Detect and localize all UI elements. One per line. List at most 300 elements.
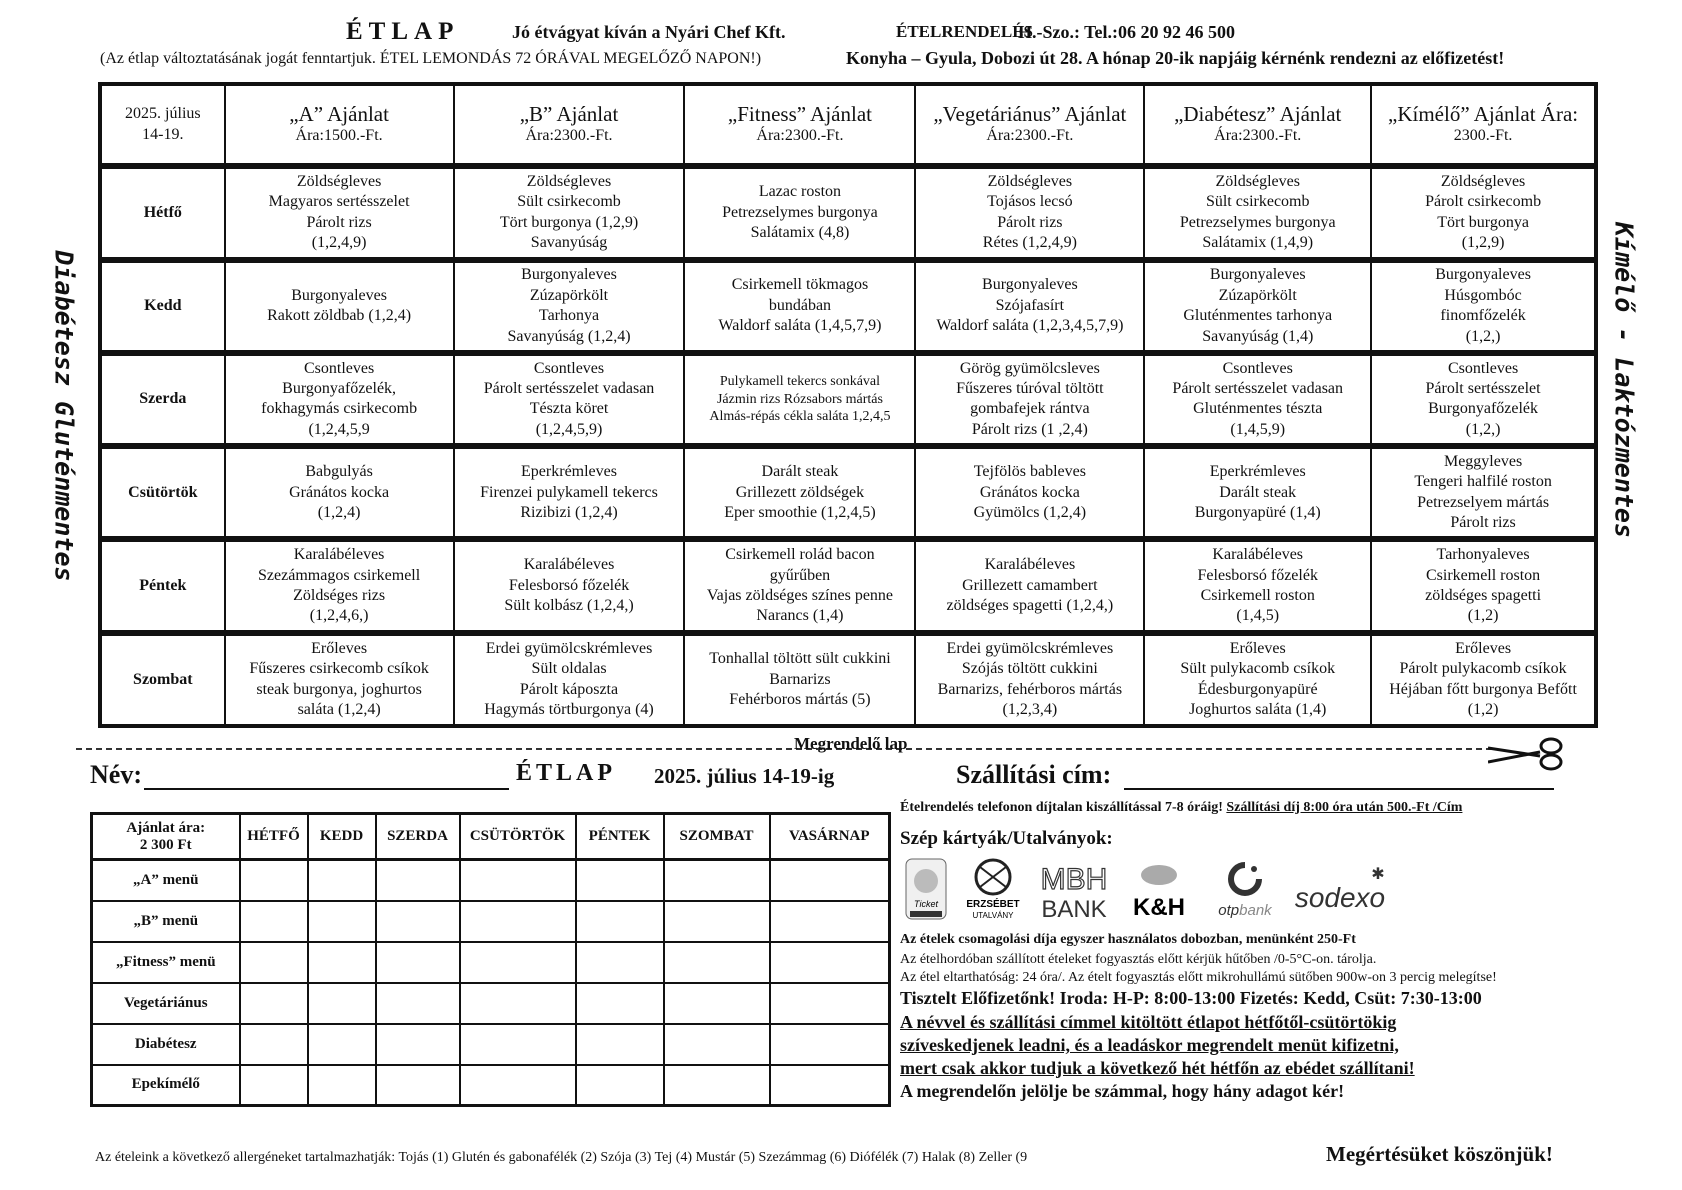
plan-header-gentle [1371, 84, 1596, 166]
plan-header-vegetarian [915, 84, 1144, 166]
dish-line: Petrezselymes burgonya [722, 203, 878, 221]
svg-text:Ticket: Ticket [914, 899, 938, 909]
dish-line: Párolt rizs [997, 213, 1063, 231]
thanks-note: Megértésüket köszönjük! [1326, 1142, 1553, 1166]
menu-cell [1371, 353, 1596, 446]
dish-line: Zöldségleves [987, 172, 1073, 190]
order-form-date: 2025. július 14-19-ig [654, 764, 835, 788]
order-quantity-cell[interactable] [308, 983, 376, 1024]
order-quantity-cell[interactable] [240, 1024, 308, 1065]
page-title: ÉTLAP [346, 18, 460, 45]
order-grid-row [92, 901, 890, 942]
dish-line: (1,4,5,9) [1230, 420, 1286, 438]
menu-date-line: 2025. július [125, 105, 201, 123]
dish-line: (1,2,4,5,9) [535, 420, 603, 438]
menu-cell [684, 539, 915, 632]
order-quantity-cell[interactable] [376, 860, 460, 901]
address-label: Szállítási cím: [956, 760, 1112, 789]
dish-line: Babgulyás [305, 463, 373, 481]
dish-line: Szójás töltött cukkini [961, 660, 1098, 678]
day-header: SZOMBAT [664, 814, 770, 860]
dish-line: Zöldségleves [296, 172, 382, 190]
dish-line: Görög gyümölcsleves [959, 359, 1100, 377]
dish-line: Csontleves [533, 359, 605, 377]
dish-line: Gyümölcs (1,2,4) [973, 503, 1087, 521]
order-quantity-cell[interactable] [308, 901, 376, 942]
day-name: Péntek [100, 539, 225, 632]
mbh-logo-icon [1036, 857, 1112, 921]
dish-line: Petrezselyem mártás [1417, 493, 1550, 511]
dish-line: Erőleves [1229, 639, 1286, 657]
dish-line: Karalábéleves [523, 556, 615, 574]
menu-cell [684, 166, 915, 259]
dish-line: Tejfölös bableves [973, 463, 1086, 481]
dish-line: Eper smoothie (1,2,4,5) [724, 503, 876, 521]
dish-line: Húsgombóc [1444, 286, 1522, 304]
order-quantity-cell[interactable] [576, 860, 664, 901]
name-field[interactable] [144, 788, 509, 790]
plan-price: Ára:2300.-Ft. [986, 126, 1074, 144]
dish-line: Fűszeres túróval töltött [956, 379, 1104, 397]
dish-line: Zöldségleves [526, 172, 612, 190]
dish-line: Petrezselymes burgonya [1179, 213, 1336, 231]
side-label-right: Kímélő - Laktózmentes [1609, 221, 1639, 539]
menu-cell [1144, 539, 1371, 632]
plan-name: „Diabétesz” Ajánlat [1174, 101, 1342, 126]
svg-text:UTALVÁNY: UTALVÁNY [972, 911, 1014, 920]
order-quantity-cell[interactable] [240, 901, 308, 942]
ticket-logo-icon [904, 857, 948, 921]
menu-cell [684, 446, 915, 539]
order-row-label: „A” menü [92, 860, 240, 901]
order-quantity-cell[interactable] [576, 1024, 664, 1065]
order-quantity-cell[interactable] [664, 901, 770, 942]
dish-line: Sült oldalas [531, 660, 607, 678]
dish-line: gyűrűben [769, 566, 831, 584]
dish-line: (1,2,4) [317, 503, 361, 521]
dish-line: Burgonyafőzelék [1428, 400, 1539, 418]
day-name: Hétfő [100, 166, 225, 259]
order-row-label: Diabétesz [92, 1024, 240, 1065]
sodexo-logo-icon [1290, 857, 1390, 921]
dish-line: Burgonyapüré (1,4) [1194, 503, 1321, 521]
weekly-menu-table [98, 82, 1598, 728]
order-grid [90, 812, 891, 1107]
menu-day-row [100, 446, 1596, 539]
dish-line: Tarhonya [538, 307, 600, 325]
order-quantity-cell[interactable] [770, 983, 890, 1024]
order-quantity-cell[interactable] [240, 983, 308, 1024]
menu-cell [454, 446, 685, 539]
dish-line: Erőleves [311, 639, 368, 657]
order-quantity-cell[interactable] [460, 901, 576, 942]
dish-line: Joghurtos saláta (1,4) [1189, 701, 1327, 719]
instruction-line: szíveskedjenek leadni, és a leadáskor megrendelt menüt kifizetni, [900, 1035, 1399, 1055]
plan-header-diabetes [1144, 84, 1371, 166]
dish-line: Párolt sertésszelet [1425, 379, 1541, 397]
sodexo-logo [1290, 857, 1390, 926]
dish-line: Tengeri halfilé roston [1414, 473, 1552, 491]
dish-line: Sült pulykacomb csíkok [1180, 660, 1336, 678]
order-quantity-cell[interactable] [460, 1024, 576, 1065]
order-quantity-cell[interactable] [376, 983, 460, 1024]
order-quantity-cell[interactable] [664, 942, 770, 983]
menu-cell [915, 353, 1144, 446]
order-label: ÉTELRENDELÉS [896, 22, 1033, 41]
order-quantity-cell[interactable] [460, 860, 576, 901]
order-quantity-cell[interactable] [240, 942, 308, 983]
plan-price: Ára:2300.-Ft. [1214, 126, 1302, 144]
dish-line: (1,2) [1467, 701, 1499, 719]
menu-cell [1371, 633, 1596, 726]
dish-line: Párolt rizs [1450, 514, 1516, 532]
dish-line: Szójafasírt [995, 296, 1065, 314]
order-grid-header [92, 814, 890, 860]
day-header: HÉTFŐ [240, 814, 308, 860]
menu-body [100, 166, 1596, 726]
dish-line: fokhagymás csirkecomb [261, 400, 418, 418]
storage-note: Az ételhordóban szállított ételeket fogyasztás előtt kérjük hűtőben /0-5°C-on. tárolja. [900, 952, 1377, 967]
menu-day-row [100, 166, 1596, 259]
order-quantity-cell[interactable] [308, 1024, 376, 1065]
day-header: VASÁRNAP [770, 814, 890, 860]
dish-line: Zöldségleves [1215, 172, 1300, 190]
dish-line: Vajas zöldséges színes penne [706, 587, 894, 605]
order-quantity-cell[interactable] [460, 1065, 576, 1106]
menu-cell [684, 353, 915, 446]
svg-text:K&H: K&H [1133, 894, 1185, 921]
dish-line: Savanyúság [530, 234, 608, 252]
day-header: KEDD [308, 814, 376, 860]
menu-cell [684, 260, 915, 353]
menu-date-cell [100, 84, 225, 166]
dish-line: Magyaros sertésszelet [268, 193, 410, 211]
dish-line: bundában [768, 296, 832, 314]
dish-line: Sült kolbász (1,2,4,) [504, 597, 634, 615]
day-name: Szombat [100, 633, 225, 726]
menu-cell [915, 166, 1144, 259]
menu-cell [454, 260, 685, 353]
plan-header-a [225, 84, 454, 166]
dish-line: Tört burgonya [1437, 213, 1529, 231]
menu-day-row [100, 633, 1596, 726]
erzsebet-logo [960, 857, 1026, 926]
dish-line: Karalábéleves [293, 546, 385, 564]
order-quantity-cell[interactable] [770, 1024, 890, 1065]
dish-line: Erdei gyümölcskrémleves [485, 639, 653, 657]
plan-header-fitness [684, 84, 915, 166]
menu-cell [225, 446, 454, 539]
ticket-restaurant-logo [904, 857, 948, 926]
dish-line: Rizibizi (1,2,4) [520, 503, 618, 521]
dish-line: saláta (1,2,4) [297, 701, 381, 719]
order-quantity-cell[interactable] [240, 1065, 308, 1106]
menu-cell [454, 166, 685, 259]
order-quantity-cell[interactable] [664, 1024, 770, 1065]
dish-line: Rakott zöldbab (1,2,4) [267, 307, 412, 325]
order-quantity-cell[interactable] [770, 860, 890, 901]
dish-line: Grillezett zöldségek [735, 483, 865, 501]
dish-line: Párolt rizs [306, 213, 372, 231]
order-row-label: Vegetáriánus [92, 983, 240, 1024]
menu-date-line: 14-19. [142, 125, 184, 143]
price-header-line: Ajánlat ára: [126, 819, 206, 836]
order-grid-row [92, 983, 890, 1024]
otpbank-logo [1210, 857, 1280, 926]
instruction-line: A névvel és szállítási címmel kitöltött étlapot hétfőtől-csütörtökig [900, 1012, 1397, 1032]
menu-cell [1371, 539, 1596, 632]
dish-line: Párolt rizs (1 ,2,4) [971, 420, 1088, 438]
menu-cell [454, 353, 685, 446]
dish-line: Karalábéleves [1212, 546, 1304, 564]
plan-name: „Kímélő” Ajánlat Ára: [1388, 101, 1579, 126]
dish-line: Savanyúság (1,2,4) [507, 327, 631, 345]
instruction-line: mert csak akkor tudjuk a következő hét hétfőn az ebédet szállítani! [900, 1058, 1415, 1078]
dish-line: zöldséges spagetti (1,2,4,) [946, 597, 1114, 615]
price-header-line: 2 300 Ft [139, 836, 192, 853]
dish-line: Héjában főtt burgonya Befőtt [1389, 680, 1577, 698]
order-quantity-cell[interactable] [664, 860, 770, 901]
dish-line: Gluténmentes tészta [1193, 400, 1323, 418]
plan-name: „A” Ajánlat [289, 101, 389, 126]
order-grid-row [92, 1024, 890, 1065]
menu-cell [225, 539, 454, 632]
dish-line: Szezámmagos csirkemell [258, 566, 421, 584]
free-delivery-note [900, 800, 1462, 816]
instruction-line: A megrendelőn jelölje be számmal, hogy hány adagot kér! [900, 1081, 1345, 1101]
menu-cell [1144, 633, 1371, 726]
dish-line: Zúzapörkölt [1218, 286, 1297, 304]
dish-line: Csirkemell roston [1200, 587, 1315, 605]
dish-line: Almás-répás cékla saláta 1,2,4,5 [709, 409, 891, 425]
dish-line: Csirkemell tökmagos [731, 276, 869, 294]
svg-text:MBH: MBH [1040, 863, 1108, 896]
dish-line: Tört burgonya (1,2,9) [499, 213, 639, 231]
menu-cell [1371, 166, 1596, 259]
dish-line: steak burgonya, joghurtos [256, 680, 422, 698]
dish-line: Narancs (1,4) [756, 607, 844, 625]
svg-text:otpbank: otpbank [1218, 902, 1272, 919]
order-quantity-cell[interactable] [664, 1065, 770, 1106]
order-quantity-cell[interactable] [308, 860, 376, 901]
menu-cell [1144, 166, 1371, 259]
voucher-logos [904, 856, 1424, 926]
svg-text:sodexo: sodexo [1294, 882, 1386, 913]
menu-cell [225, 166, 454, 259]
dish-line: zöldséges spagetti [1425, 587, 1542, 605]
order-quantity-cell[interactable] [770, 942, 890, 983]
address-field[interactable] [1124, 788, 1554, 790]
dish-line: Csirkemell rolád bacon [725, 546, 875, 564]
dish-line: Burgonyaleves [982, 276, 1078, 294]
dish-line: Karalábéleves [984, 556, 1076, 574]
menu-day-row [100, 260, 1596, 353]
dish-line: Párolt káposzta [519, 680, 619, 698]
dish-line: Zöldségleves [1440, 172, 1526, 190]
dish-line: Édesburgonyapüré [1197, 680, 1318, 698]
order-row-label: „Fitness” menü [92, 942, 240, 983]
mbh-bank-logo [1036, 857, 1112, 926]
menu-cell [454, 539, 685, 632]
kh-logo [1118, 857, 1200, 926]
dish-line: Párolt csirkecomb [1425, 193, 1542, 211]
plan-name: „B” Ajánlat [519, 101, 619, 126]
menu-cell [684, 633, 915, 726]
dish-line: Felesborsó főzelék [1197, 566, 1318, 584]
dish-line: (1,4,5) [1236, 607, 1280, 625]
order-grid-row [92, 860, 890, 901]
menu-cell [225, 633, 454, 726]
order-quantity-cell[interactable] [576, 1065, 664, 1106]
menu-cell [1371, 260, 1596, 353]
plan-price: Ára:1500.-Ft. [295, 126, 383, 144]
plan-price: Ára:2300.-Ft. [525, 126, 613, 144]
order-quantity-cell[interactable] [376, 942, 460, 983]
dish-line: Tojásos lecsó [987, 193, 1073, 211]
kh-logo-icon [1118, 857, 1200, 921]
svg-text:ERZSÉBET: ERZSÉBET [966, 899, 1020, 910]
menu-cell [915, 260, 1144, 353]
dish-line: Burgonyaleves [291, 286, 387, 304]
order-quantity-cell[interactable] [770, 1065, 890, 1106]
dish-line: Zúzapörkölt [529, 286, 609, 304]
dish-line: gombafejek rántva [970, 400, 1090, 418]
dish-line: (1,2,) [1465, 420, 1501, 438]
dish-line: Burgonyaleves [1435, 266, 1531, 284]
dish-line: (1,2,3,4) [1002, 701, 1058, 719]
dish-line: Firenzei pulykamell tekercs [480, 483, 658, 501]
day-name: Kedd [100, 260, 225, 353]
dish-line: Párolt sertésszelet vadasan [483, 379, 655, 397]
menu-cell [1144, 260, 1371, 353]
cut-line [76, 748, 1492, 750]
order-form-etlap: ÉTLAP [516, 760, 617, 786]
order-quantity-cell[interactable] [376, 1024, 460, 1065]
menu-cell [915, 633, 1144, 726]
dish-line: Gránátos kocka [289, 483, 390, 501]
dish-line: Burgonyafőzelék, [282, 379, 397, 397]
day-header: CSÜTÖRTÖK [460, 814, 576, 860]
dish-line: (1,2,9) [1461, 234, 1505, 252]
dish-line: Zöldséges rizs [293, 587, 386, 605]
allergen-note: Az ételeink a következő allergéneket tartalmazhatják: Tojás (1) Glutén és gabonafélék (2) Szója (3) Tej (4) Mustár (5) Szezámmag (6) Diófélék (7) Halak (8) Zeller (9 [95, 1150, 1028, 1165]
menu-cell [1144, 446, 1371, 539]
dish-line: Waldorf saláta (1,4,5,7,9) [718, 317, 882, 335]
disclaimer-text: (Az étlap változtatásának jogát fenntartjuk. ÉTEL LEMONDÁS 72 ÓRÁVAL MEGELŐZŐ NAPON!) [100, 50, 762, 67]
plan-name: „Fitness” Ajánlat [727, 101, 872, 126]
erzsebet-logo-icon [960, 857, 1026, 921]
kitchen-address: Konyha – Gyula, Dobozi út 28. A hónap 20-ik napjáig kérnénk rendezni az előfizetést! [846, 48, 1505, 68]
order-quantity-cell[interactable] [664, 983, 770, 1024]
day-header: PÉNTEK [576, 814, 664, 860]
order-quantity-cell[interactable] [376, 901, 460, 942]
dish-line: Eperkrémleves [521, 463, 617, 481]
dish-line: Csontleves [1447, 359, 1519, 377]
dish-line: Barnarizs [769, 670, 831, 688]
dish-line: Felesborsó főzelék [508, 576, 630, 594]
order-quantity-cell[interactable] [460, 942, 576, 983]
dish-line: (1,2) [1467, 607, 1499, 625]
dish-line: Waldorf saláta (1,2,3,4,5,7,9) [936, 317, 1124, 335]
menu-cell [454, 633, 685, 726]
dish-line: Fehérboros mártás (5) [729, 691, 871, 709]
order-quantity-cell[interactable] [576, 942, 664, 983]
dish-line: Darált steak [761, 463, 839, 481]
menu-cell [915, 539, 1144, 632]
dish-line: Hagymás törtburgonya (4) [484, 701, 654, 719]
order-grid-row [92, 942, 890, 983]
dish-line: (1,2,) [1465, 327, 1501, 345]
dish-line: Burgonyaleves [1209, 266, 1306, 284]
dish-line: Jázmin rizs Rózsabors mártás [716, 391, 883, 407]
menu-cell [1371, 446, 1596, 539]
dish-line: Tonhallal töltött sült cukkini [709, 650, 891, 668]
dish-line: Salátamix (1,4,9) [1202, 234, 1314, 252]
menu-cell [1144, 353, 1371, 446]
dish-line: Párolt sertésszelet vadasan [1172, 379, 1344, 397]
delivery-fee-text: Szállítási díj 8:00 óra után 500.-Ft /Cím [1226, 800, 1463, 815]
dish-line: Lazac roston [758, 183, 842, 201]
dish-line: (1,2,4,6,) [309, 607, 369, 625]
order-quantity-cell[interactable] [376, 1065, 460, 1106]
dish-line: Meggyleves [1443, 452, 1523, 470]
name-label: Név: [90, 760, 142, 789]
day-header: SZERDA [376, 814, 460, 860]
dish-line: finomfőzelék [1440, 307, 1526, 325]
order-grid-body [92, 860, 890, 1106]
menu-header-row [100, 84, 1596, 166]
dish-line: Gránátos kocka [979, 483, 1080, 501]
menu-day-row [100, 539, 1596, 632]
dish-line: Erőleves [1455, 639, 1512, 657]
dish-line: Tarhonyaleves [1436, 546, 1530, 564]
dish-line: Salátamix (4,8) [750, 224, 850, 242]
order-quantity-cell[interactable] [308, 1065, 376, 1106]
order-quantity-cell[interactable] [308, 942, 376, 983]
menu-cell [915, 446, 1144, 539]
dish-line: Grillezett camambert [962, 576, 1098, 594]
dish-line: Gluténmentes tarhonya [1183, 307, 1333, 325]
dish-line: Barnarizs, fehérboros mártás [937, 680, 1123, 698]
order-quantity-cell[interactable] [576, 901, 664, 942]
order-hours-phone: H.-Szo.: Tel.:06 20 92 46 500 [1018, 22, 1236, 42]
order-row-label: „B” menü [92, 901, 240, 942]
dish-line: Tészta köret [529, 400, 609, 418]
cards-label: Szép kártyák/Utalványok: [900, 828, 1113, 849]
price-header-cell [92, 814, 240, 860]
packaging-fee: Az ételek csomagolási díja egyszer használatos dobozban, menünként 250-Ft [900, 932, 1356, 947]
dish-line: (1,2,4,5,9 [308, 420, 370, 438]
menu-cell [225, 353, 454, 446]
svg-text:✱: ✱ [1371, 866, 1385, 883]
order-row-label: Epekímélő [92, 1065, 240, 1106]
free-delivery-text: Ételrendelés telefonon díjtalan kiszállítással 7-8 óráig! [900, 800, 1223, 815]
shelf-life-note: Az étel eltarthatóság: 24 óra/. Az ételt fogyasztás előtt mikrohullámú sütőben 900w-on 3 percig melegítse! [900, 970, 1497, 985]
dish-line: Sült csirkecomb [1205, 193, 1310, 211]
order-quantity-cell[interactable] [240, 860, 308, 901]
scissors-icon [1488, 736, 1568, 772]
company-slogan: Jó étvágyat kíván a Nyári Chef Kft. [512, 22, 786, 42]
order-quantity-cell[interactable] [576, 983, 664, 1024]
order-quantity-cell[interactable] [460, 983, 576, 1024]
dish-line: Pulykamell tekercs sonkával [719, 373, 881, 389]
dish-line: Csontleves [1222, 359, 1293, 377]
dish-line: Rétes (1,2,4,9) [982, 234, 1077, 252]
order-quantity-cell[interactable] [770, 901, 890, 942]
order-grid-row [92, 1065, 890, 1106]
plan-name: „Vegetáriánus” Ajánlat [933, 101, 1127, 126]
dish-line: Csirkemell roston [1425, 566, 1541, 584]
